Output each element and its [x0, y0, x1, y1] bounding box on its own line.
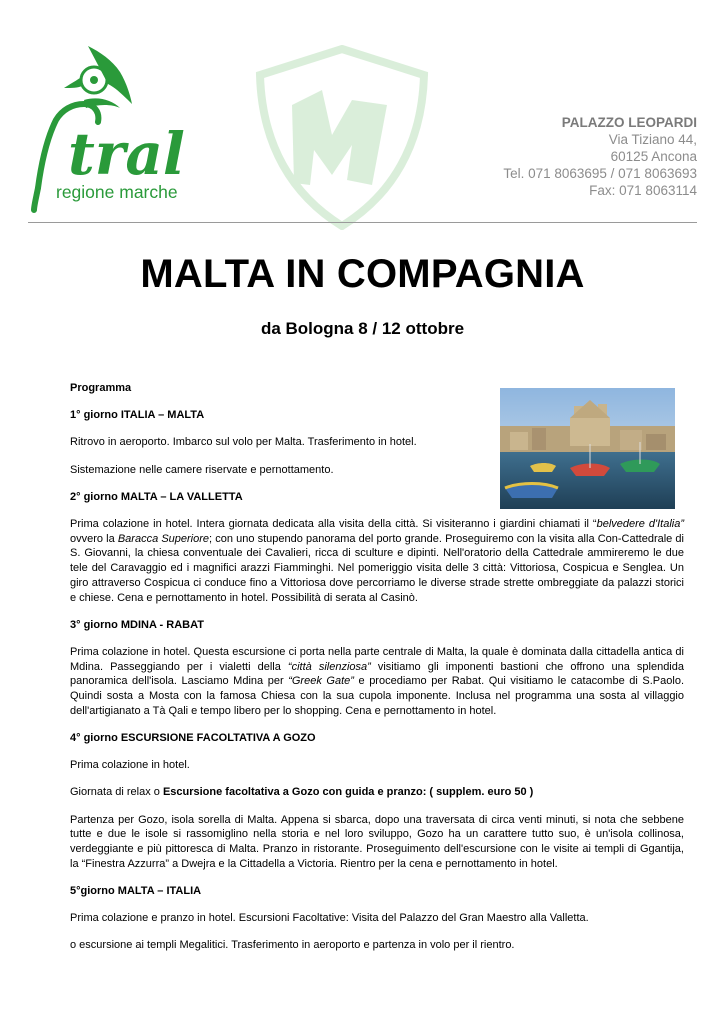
day4-text-2: Giornata di relax o Escursione facoltativa a Gozo con guida e pranzo: ( supplem. euro 50 ): [70, 786, 534, 799]
page-title: MALTA IN COMPAGNIA: [140, 252, 585, 296]
day1-heading: 1° giorno ITALIA – MALTA: [70, 409, 205, 422]
day2-text: Prima colazione in hotel. Intera giornata dedicata alla visita della città. Si visiteranno i giardini chiamati il “belvedere d'Italia” ovvero la Baracca Superiore; con uno stupendo panorama del porto grande. Proseguiremo con la visita alla Con-Cattedrale di S. Giovanni, la chiesa conventuale dei Cavalieri, ricca di sculture e dipinti. Nell'oratorio della Cattedrale ammireremo le due tele del Caravaggio ed i magnifici arazzi Fiamminghi. Nel pomeriggio visita delle 3 città: Vittoriosa, Cospicua e Senglea. Un giro attraverso Cospicua ci conduce fino a Vittoriosa dove percorriamo le diverse strade strette ombreggiate da palazzi storici e chiese. Cena e pernottamento in hotel. Possibilità di serata al Casinò.: [70, 518, 684, 604]
day5-text-1: Prima colazione e pranzo in hotel. Escursioni Facoltative: Visita del Palazzo del Gran Maestro alla Valletta.: [70, 912, 589, 925]
day1-text-1: Ritrovo in aeroporto. Imbarco sul volo per Malta. Trasferimento in hotel.: [70, 436, 417, 449]
day4-text-3: Partenza per Gozo, isola sorella di Malta. Appena si sbarca, dopo una traversata di circa venti minuti, si nota che sebbene tutte e due le isole si rassomiglino nella storia e nel loro sviluppo, Gozo ha un carattere tutto suo, è un'isola collinosa, verdeggiante e più pittoresca di Malta. Pranzo in ristorante. Proseguimento dell'escursione con le visite ai templi di Ggantija, la “Finestra Azzurra” a Dwejra e la Cittadella a Victoria. Rientro per la cena e pernottamento in hotel.: [70, 813, 684, 870]
page-subtitle: da Bologna 8 / 12 ottobre: [260, 319, 465, 338]
day5-heading: 5°giorno MALTA – ITALIA: [70, 884, 202, 897]
day3-heading: 3° giorno MDINA - RABAT: [70, 618, 204, 631]
watermark-shield-icon: [252, 45, 432, 230]
day1-text-2: Sistemazione nelle camere riservate e pernottamento.: [70, 463, 334, 476]
day4-heading: 4° giorno ESCURSIONE FACOLTATIVA A GOZO: [70, 731, 316, 744]
day4-text-1: Prima colazione in hotel.: [70, 759, 190, 772]
logo-word: tral: [68, 120, 185, 188]
address-name: PALAZZO LEOPARDI: [561, 115, 697, 130]
address-city: 60125 Ancona: [610, 149, 697, 164]
address-fax: Fax: 071 8063114: [589, 183, 697, 198]
program-heading: Programma: [70, 382, 132, 394]
day3-text: Prima colazione in hotel. Questa escursione ci porta nella parte centrale di Malta, la quale è dominata dalla cittadella antica di Mdina. Passeggiando per i vialetti della “città silenziosa” visitiamo gli imponenti bastioni che offrono una splendida panoramica dell'isola. Lasciamo Mdina per “Greek Gate” e procediamo per Rabat. Qui visitiamo le catacombe di S.Paolo. Quindi sosta a Mosta con la famosa Chiesa con la sua cupola imponente. Inclusa nel programma una sosta al villaggio dell'artigianato a Tà Qali e tempo libero per lo shopping. Cena e pernottamento in hotel.: [70, 645, 684, 717]
header-divider: [28, 222, 697, 223]
day2-heading: 2° giorno MALTA – LA VALLETTA: [70, 490, 243, 503]
logo-subtitle: regione marche: [56, 182, 178, 202]
program-content: [70, 381, 684, 965]
address-block: [503, 114, 697, 199]
address-street: Via Tiziano 44,: [608, 132, 697, 147]
tral-logo: [28, 38, 243, 218]
day5-text-2: o escursione ai templi Megalitici. Trasferimento in aeroporto e partenza in volo per il rientro.: [70, 939, 515, 952]
address-tel: Tel. 071 8063695 / 071 8063693: [503, 166, 697, 181]
